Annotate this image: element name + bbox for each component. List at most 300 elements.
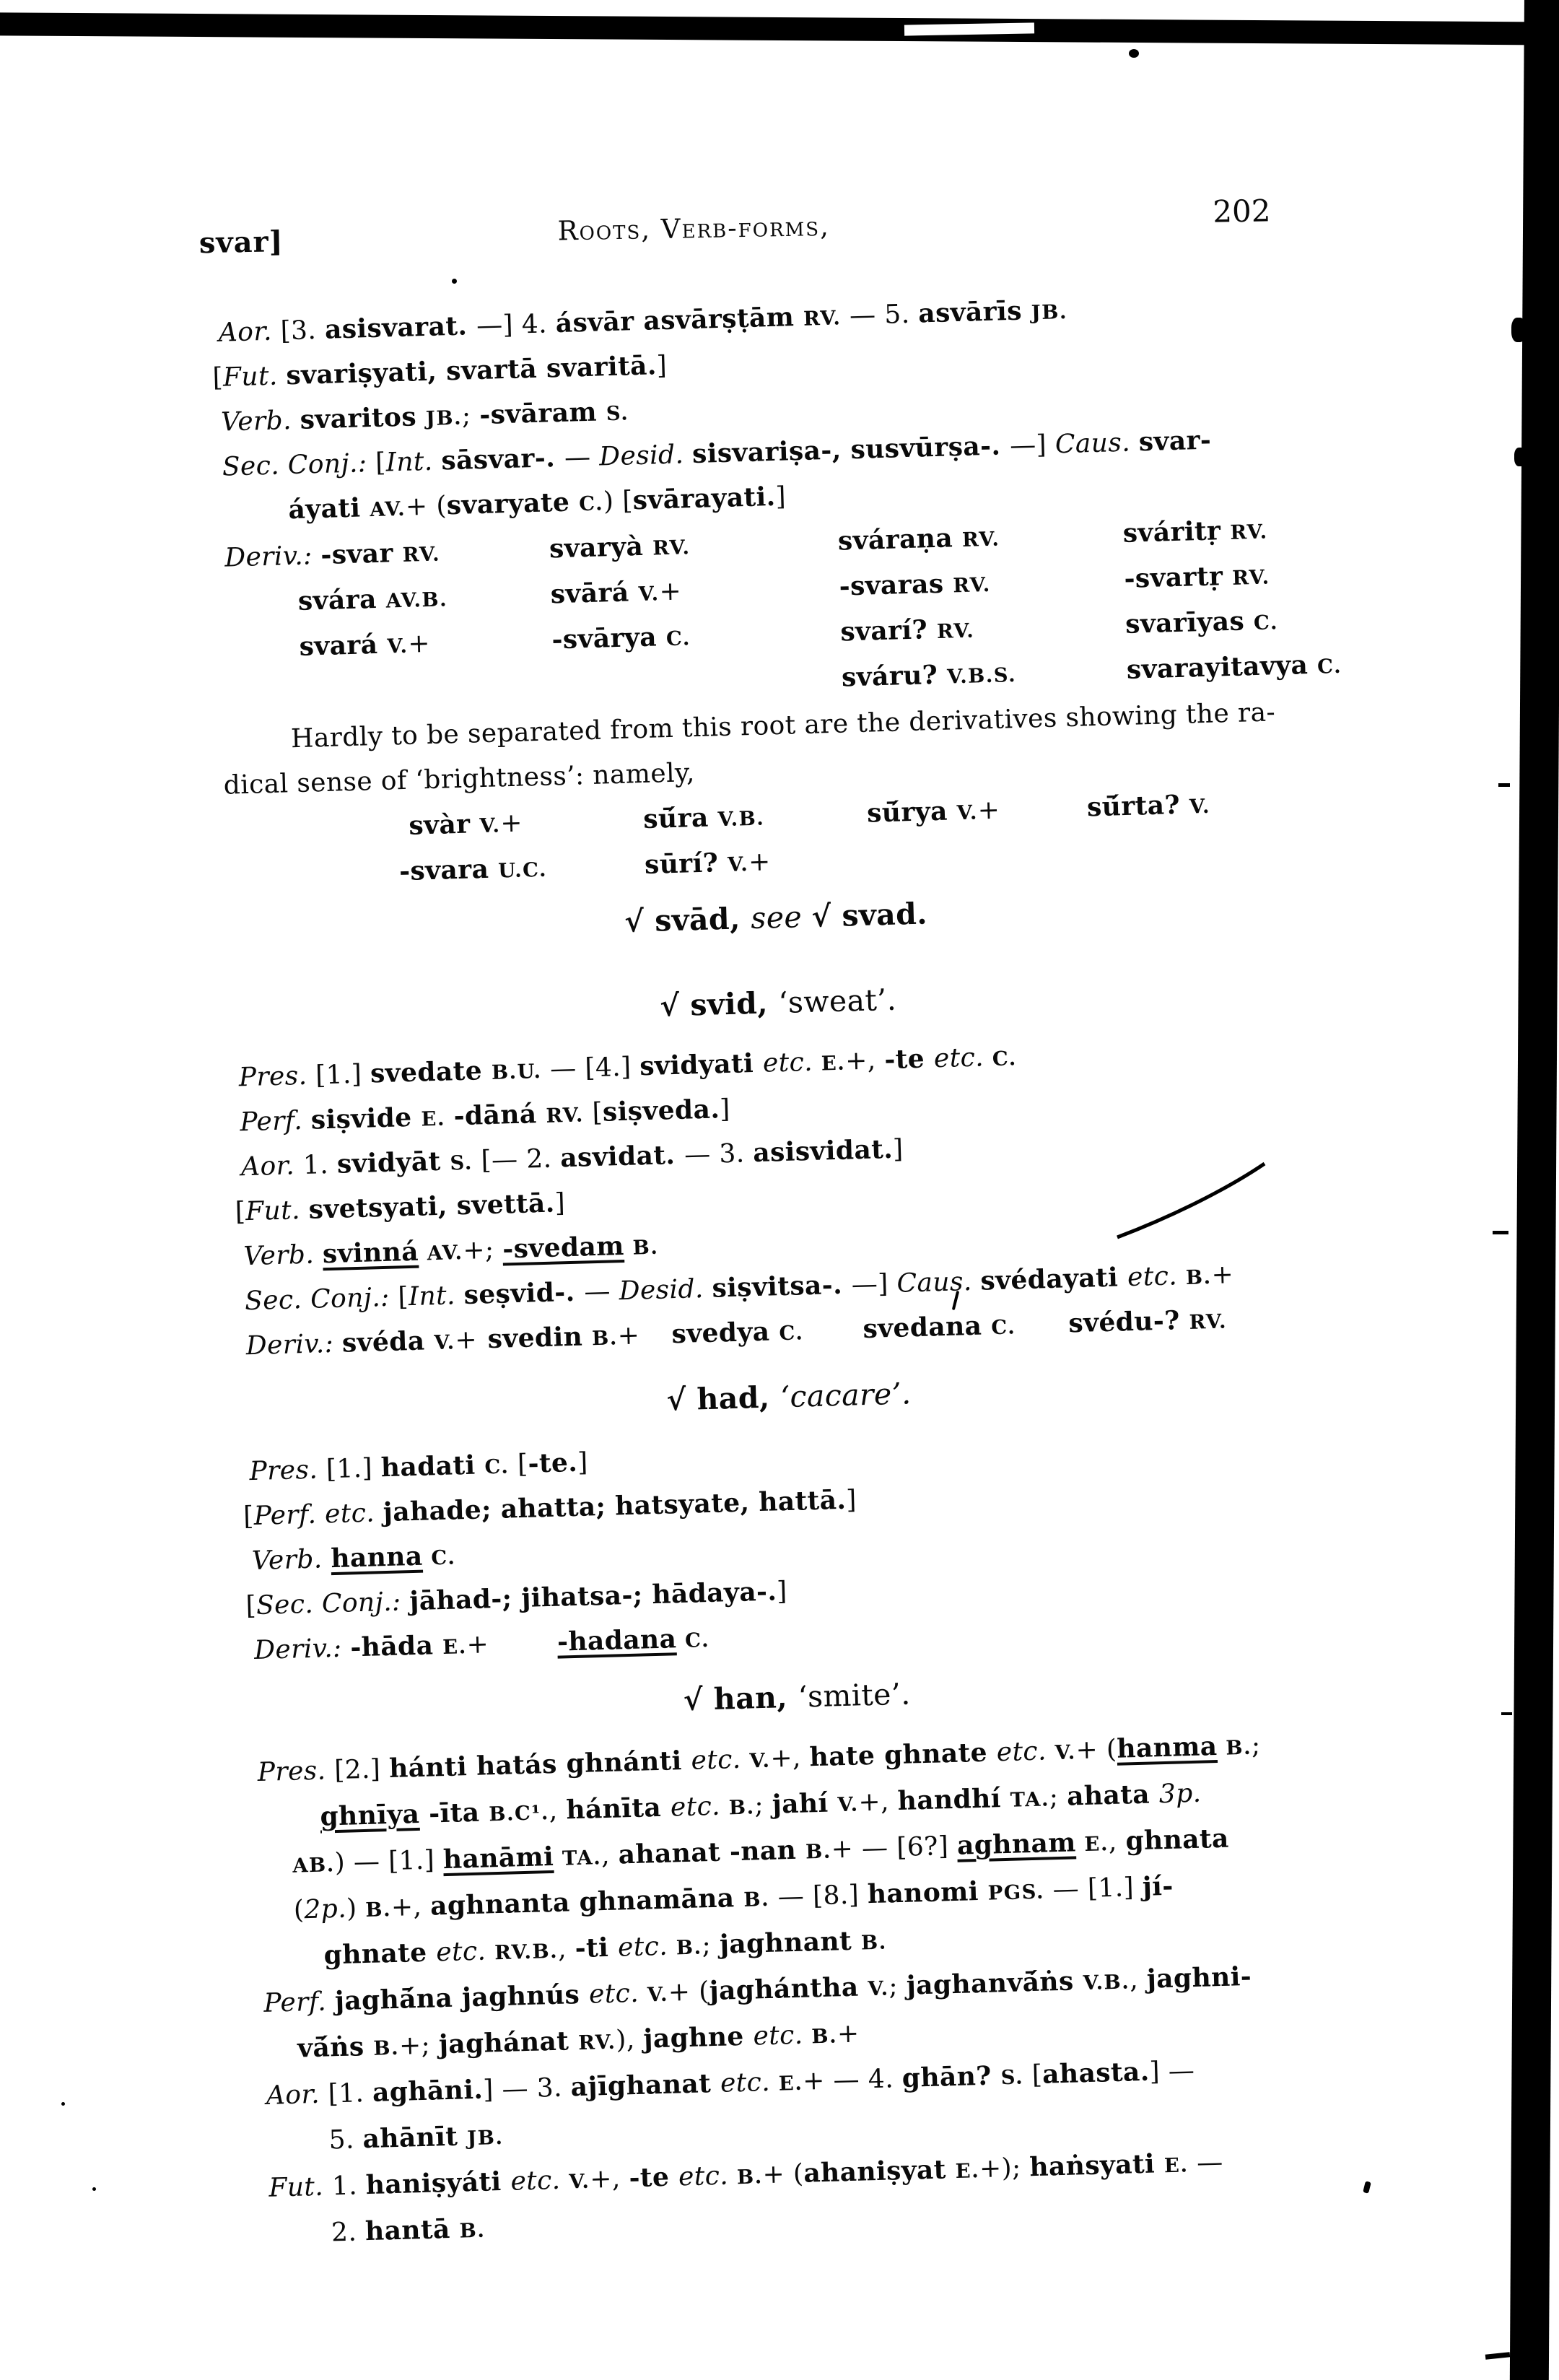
text-run: AB. (292, 1853, 336, 1878)
text-run: hánti hatás ghnánti (388, 1745, 692, 1784)
text-run: B. (632, 1235, 659, 1260)
text-run: jaghni- (1146, 1961, 1252, 1995)
text-run: Pres. (238, 1060, 316, 1093)
text-run: sāsvar-. (440, 442, 565, 476)
text-run: + (977, 795, 1000, 826)
table-cell (253, 1621, 489, 1675)
text-run: sū́rta? (1086, 789, 1190, 823)
text-run: ] — 3. (482, 2072, 572, 2105)
ink-dash (1493, 1231, 1508, 1234)
text-run: [ (243, 1501, 255, 1532)
text-run: dical sense of ‘brightness’: namely, (223, 758, 696, 801)
text-run: √ svad. (811, 896, 928, 934)
text-run: , (601, 1840, 619, 1871)
table-cell (866, 788, 1000, 839)
text-run: +); (979, 2153, 1030, 2184)
text-run: RV. (803, 306, 842, 331)
text-run: svidyāt (336, 1146, 451, 1180)
text-run: RV. (961, 527, 1000, 552)
text-run: V. (386, 634, 409, 658)
ink-speck (92, 2187, 96, 2191)
text-run: V.B. (717, 806, 765, 832)
text-run: + (454, 1325, 478, 1356)
text-run: , (1129, 1964, 1148, 1995)
text-run: ‘cacare’. (780, 1376, 912, 1415)
text-run: S. (1000, 2065, 1024, 2090)
text-run: asvidat. (559, 1139, 685, 1174)
text-run: B. (676, 1935, 703, 1960)
text-run: +; (398, 2030, 440, 2061)
text-run: Deriv.: (245, 1328, 343, 1361)
text-run: vā́ṅs (297, 2031, 374, 2064)
text-run: svaryate (446, 487, 580, 521)
text-run: TA. (562, 1846, 602, 1870)
text-run: aghnam (956, 1827, 1077, 1861)
text-run: -svaras (839, 568, 953, 602)
text-run: B. (743, 1887, 770, 1912)
text-run: svetsyati, svettā. (308, 1187, 556, 1225)
page-header (0, 182, 1559, 296)
text-run: — (1187, 2148, 1224, 2179)
text-run: RV. (652, 536, 691, 560)
text-run: E. (1084, 1832, 1109, 1857)
text-run: +, (857, 1787, 899, 1818)
text-run: ghnate (323, 1937, 437, 1971)
text-run: Fut. (222, 361, 287, 393)
text-run: √ svid, (659, 985, 780, 1024)
text-run: ), (615, 2024, 645, 2055)
text-run: jāhad-; jihatsa-; hādaya-. (409, 1576, 777, 1617)
text-run: V. (749, 1748, 771, 1773)
text-run: etc. (996, 1736, 1056, 1768)
table-cell (245, 1317, 478, 1371)
text-run: V. (868, 1976, 889, 2001)
text-run: E. (821, 1051, 846, 1076)
table-cell (1068, 1296, 1228, 1348)
text-run: -te. (527, 1447, 578, 1479)
scan-right-edge-shadow (1510, 0, 1559, 2380)
text-run: jaghanvā́ṅs (906, 1966, 1084, 2001)
text-run: , (1108, 1826, 1127, 1857)
text-run: V. (638, 582, 660, 606)
text-run: RV. (1229, 520, 1268, 544)
text-run: — [4.] (541, 1052, 640, 1084)
running-root-label: svar] (198, 225, 284, 261)
svid-heading (230, 971, 1327, 1035)
text-run: jaghne (642, 2021, 754, 2054)
text-run: Hardly to be separated from this root are the derivatives showing the ra- (290, 697, 1276, 754)
text-run: Perf. (263, 1987, 336, 2018)
text-run: jaghā́na jaghnús (334, 1979, 590, 2017)
table-cell (644, 839, 771, 890)
text-run (1217, 1732, 1226, 1761)
table-cell (863, 1302, 1016, 1354)
text-run: [1.] (315, 1059, 371, 1091)
text-run (1075, 1828, 1085, 1857)
text-run: Sec. Conj.: (222, 448, 376, 482)
text-run: sisvariṣa-, susvūrṣa-. (691, 430, 1010, 470)
text-run: — 3. (684, 1138, 754, 1170)
text-run: JB. (425, 406, 463, 430)
table-cell (671, 1308, 804, 1359)
text-run: -hadana (556, 1623, 677, 1657)
table-cell (1125, 598, 1278, 650)
text-run: ] (845, 1485, 857, 1515)
text-run: ] (719, 1094, 731, 1125)
text-run: ] (577, 1447, 589, 1478)
text-run: C. (484, 1455, 510, 1479)
text-run: etc. (752, 2020, 812, 2052)
text-run: Int. (408, 1281, 465, 1312)
table-cell (299, 621, 431, 672)
text-run: AV. (427, 1241, 463, 1265)
ink-dash (1501, 1712, 1512, 1715)
text-run: Fut. (268, 2171, 333, 2203)
table-cell (839, 560, 992, 612)
svar-entry-lines (211, 281, 1314, 534)
text-run: Perf. etc. (253, 1498, 384, 1531)
text-run: etc. (510, 2165, 569, 2197)
text-run: [1.] (326, 1453, 382, 1485)
text-run: AV.B. (385, 588, 448, 613)
text-run: + (658, 576, 682, 607)
had-heading (240, 1364, 1338, 1429)
text-run: — [1.] (1044, 1872, 1143, 1905)
table-cell (841, 650, 1017, 703)
text-run: -ti (575, 1932, 619, 1964)
text-run: S. (450, 1151, 473, 1175)
text-run: V.B.S. (946, 663, 1017, 689)
text-run: svedya (671, 1316, 780, 1350)
text-run: hánīta (565, 1792, 671, 1826)
text-run: ) — [1.] (334, 1845, 444, 1878)
page-number: 202 (1212, 193, 1271, 230)
text-run: V. (1054, 1740, 1077, 1765)
text-run: ; (754, 1790, 773, 1821)
text-run: B. (811, 2024, 838, 2049)
text-run: ; (1049, 1782, 1067, 1813)
text-run: ] (774, 481, 787, 512)
text-run: hadati (380, 1450, 485, 1483)
text-run: etc. (1127, 1260, 1187, 1293)
text-run: [3. (280, 315, 326, 346)
text-run: B. (805, 1839, 832, 1864)
table-cell (1086, 782, 1211, 833)
text-run: B. (728, 1795, 755, 1820)
text-run: ásvār asvārṣṭām (555, 301, 804, 339)
text-run: ajīghanat (570, 2067, 721, 2103)
svid-entry-lines (231, 1026, 1336, 1369)
text-run: C. (1253, 611, 1279, 635)
text-run: √ had, (665, 1379, 781, 1418)
text-run: [1. (328, 2078, 373, 2109)
text-run: sūrí? (644, 847, 728, 881)
text-run: B. (364, 1898, 392, 1922)
text-run: — (583, 1276, 620, 1307)
table-cell (840, 606, 976, 658)
text-run: RV. (402, 542, 441, 567)
text-run: seṣvid-. (463, 1276, 585, 1311)
text-run: RV.B. (494, 1939, 559, 1965)
text-run: haṅsyati (1029, 2148, 1165, 2183)
text-run: jaghánat (438, 2026, 579, 2060)
table-cell (837, 515, 1000, 567)
text-run: jahade; ahatta; hatsyate, hattā. (383, 1484, 847, 1528)
text-run: see (750, 899, 813, 936)
text-run: —] (1009, 430, 1056, 461)
text-run: V. (434, 1330, 455, 1355)
text-run: V. (647, 1982, 669, 2007)
text-run: asisvarat. (324, 310, 477, 345)
table-cell (398, 845, 548, 897)
text-run: ‘sweat’. (777, 982, 897, 1021)
text-run: sū́rya (866, 795, 958, 829)
text-run: svariṣyati, svartā svaritā. (285, 350, 658, 391)
table-cell (409, 801, 523, 851)
text-run: TA. (1010, 1787, 1050, 1812)
text-run: + ( (668, 1976, 710, 2008)
text-run: Fut. (245, 1195, 310, 1227)
text-run: C. (990, 1315, 1016, 1340)
ink-dash (1498, 783, 1510, 787)
text-run: Desid. (619, 1273, 713, 1307)
text-run: Pres. (248, 1455, 327, 1487)
ink-speck (1129, 49, 1139, 58)
han-entry-lines (250, 1719, 1360, 2257)
text-run: -īta (419, 1797, 489, 1829)
text-run: V. (727, 853, 749, 876)
text-run: svidyati (639, 1047, 764, 1082)
text-run: B.C¹. (488, 1801, 550, 1826)
text-run: + ( (761, 2158, 804, 2190)
text-run: ghān? (901, 2060, 1002, 2093)
text-run: svārayati. (632, 481, 777, 516)
text-run: E. (778, 2071, 803, 2096)
text-run: B.U. (491, 1059, 542, 1084)
text-run: Caus. (896, 1266, 982, 1299)
table-cell (642, 794, 765, 845)
text-run: — (564, 442, 600, 473)
text-run: aghāni. (372, 2074, 484, 2108)
text-run: ; (461, 400, 480, 431)
text-run: RV. (953, 572, 992, 598)
text-run: V. (1189, 794, 1211, 819)
text-run: etc. (617, 1931, 677, 1963)
text-run: C. (665, 627, 691, 651)
text-run: siṣveda. (602, 1094, 720, 1128)
text-run: hanāmi (442, 1841, 554, 1875)
text-run: svedate (370, 1055, 492, 1089)
text-run: svarí? (839, 614, 938, 648)
text-run: RV. (1231, 565, 1270, 590)
text-run: svarīyas (1125, 606, 1254, 640)
text-run: etc. (435, 1936, 495, 1968)
text-run: C. (779, 1321, 804, 1346)
text-run: ahaniṣyat (803, 2154, 956, 2189)
table-cell (550, 569, 682, 620)
text-run: sváru? (841, 659, 948, 693)
text-run: [ (508, 1449, 529, 1480)
text-run: etc. (691, 1744, 750, 1776)
text-run: + — [6?] (831, 1831, 958, 1865)
text-run: svàr (408, 808, 480, 841)
text-run: haniṣyáti (365, 2166, 512, 2201)
text-run: -dāná (453, 1098, 547, 1132)
text-run: JB. (1031, 300, 1068, 325)
text-run: [ (235, 1197, 246, 1227)
text-run: [ (375, 448, 387, 478)
text-run: jahí (772, 1787, 839, 1820)
text-run: U.C. (497, 858, 548, 883)
had-entry-lines (242, 1419, 1345, 1673)
text-run: E. (421, 1107, 446, 1131)
text-run: E. (1163, 2153, 1189, 2178)
text-run: V. (956, 801, 979, 825)
text-run: + (1210, 1260, 1234, 1290)
text-run: asisvidat. (752, 1133, 894, 1169)
text-run: etc. (720, 2067, 780, 2098)
text-run: B. (459, 2218, 486, 2243)
text-run: Int. (385, 446, 442, 478)
text-run: Verb. (220, 405, 301, 437)
text-run: svarayitavya (1126, 649, 1318, 685)
text-run: 1. (331, 2171, 367, 2202)
text-run: jaghántha (709, 1971, 869, 2007)
text-run: Aor. (240, 1150, 304, 1182)
text-run: + — 4. (802, 2063, 903, 2096)
text-run: ghnata (1125, 1823, 1230, 1857)
text-run: -te (883, 1043, 935, 1076)
text-run: ; (888, 1971, 907, 2002)
text-run: svārá (550, 577, 639, 610)
text-block (211, 281, 1361, 2295)
text-run: ] (656, 350, 668, 381)
text-run: svédayati (979, 1262, 1128, 1296)
text-run: B. (372, 2036, 400, 2060)
table-cell (1126, 642, 1342, 695)
text-run: √ svād, (624, 901, 751, 939)
text-run: [2.] (333, 1754, 390, 1786)
text-run: 5. (328, 2124, 364, 2155)
text-run: ] — (1149, 2056, 1195, 2087)
text-run: + (748, 847, 772, 878)
text-run: V.B. (1083, 1970, 1130, 1995)
text-run: svará (299, 629, 388, 662)
text-run: -svāram (479, 396, 607, 430)
text-run: -te (628, 2161, 679, 2194)
text-run: 3p. (1158, 1778, 1202, 1810)
text-run: RV. (936, 619, 975, 643)
text-run: Aor. (218, 316, 281, 348)
text-run: Caus. (1054, 427, 1140, 460)
text-run: Perf. (239, 1105, 312, 1138)
text-run: etc. (670, 1791, 730, 1823)
text-run: aghnanta ghnamāna (429, 1882, 744, 1922)
text-run: -svar (320, 537, 403, 570)
text-run: B. (1225, 1735, 1252, 1760)
text-run: sū́ra (642, 802, 719, 835)
table-cell (1122, 507, 1268, 559)
table-cell (556, 1616, 710, 1667)
text-run: ‘smite’. (797, 1676, 912, 1714)
text-run: [— 2. (472, 1143, 561, 1176)
text-run: etc. (933, 1042, 993, 1074)
text-run (422, 1541, 432, 1571)
text-run: Sec. Conj.: (256, 1587, 410, 1621)
text-run: ahanat -nan (618, 1834, 806, 1870)
text-run: ] (892, 1134, 904, 1164)
text-run: svára (297, 583, 387, 616)
text-run: AV. (369, 497, 406, 522)
table-cell (551, 614, 691, 665)
text-run: , (557, 1934, 576, 1964)
text-run: [ (397, 1282, 409, 1312)
text-run: hanna (330, 1540, 424, 1574)
text-run: + (407, 628, 431, 659)
text-run: sváritṛ (1122, 515, 1231, 549)
ink-speck (61, 2102, 65, 2106)
scan-top-edge-shadow (0, 12, 1559, 45)
text-run: ahata (1066, 1779, 1160, 1812)
text-run: + ( (1075, 1734, 1117, 1766)
text-run: C. (992, 1047, 1018, 1071)
ink-dash (1485, 2352, 1511, 2360)
table-cell (1124, 552, 1271, 603)
text-run: V. (837, 1792, 859, 1817)
text-run: handhí (897, 1782, 1011, 1817)
text-run: RV. (546, 1103, 585, 1128)
text-run: siṣvide (310, 1102, 422, 1135)
svad-heading (227, 886, 1325, 950)
text-run: svédu-? (1067, 1304, 1190, 1339)
text-run: C. (431, 1546, 456, 1570)
text-run: , (549, 1795, 567, 1826)
text-run: + (837, 2018, 860, 2049)
text-run: ] (776, 1577, 788, 1607)
text-run: V. (568, 2169, 590, 2194)
text-run: ( (293, 1895, 305, 1925)
text-run: -svartṛ (1123, 560, 1233, 594)
text-run: [ (1023, 2059, 1043, 2091)
text-run: hanomi (867, 1875, 989, 1910)
text-run: C. (578, 492, 604, 516)
text-run: ; (1251, 1730, 1262, 1761)
han-heading (248, 1665, 1346, 1729)
text-run: JB. (466, 2125, 504, 2150)
text-run: +, (769, 1743, 811, 1774)
text-run: Pres. (257, 1756, 335, 1787)
text-run: 2. (331, 2217, 366, 2248)
text-run: C. (1316, 654, 1342, 679)
text-run: ) [ (603, 486, 634, 517)
text-run: —] 4. (476, 309, 556, 341)
text-run: hate ghnate (809, 1737, 997, 1773)
text-run: Deriv.: (253, 1633, 351, 1666)
text-run: etc. (678, 2161, 738, 2192)
scan-edge-blob (1511, 318, 1526, 342)
text-run: Deriv.: (224, 541, 321, 573)
table-cell (224, 530, 440, 583)
text-run: -hāda (349, 1629, 443, 1663)
text-run: + (466, 1629, 489, 1660)
text-run: Sec. Conj.: (244, 1282, 399, 1317)
text-run: [ (211, 362, 224, 393)
text-run: C. (684, 1628, 710, 1652)
text-run: B. (591, 1326, 619, 1351)
text-run: Aor. (266, 2079, 329, 2111)
text-run: E. (955, 2159, 980, 2184)
text-run: etc. (588, 1978, 648, 2010)
